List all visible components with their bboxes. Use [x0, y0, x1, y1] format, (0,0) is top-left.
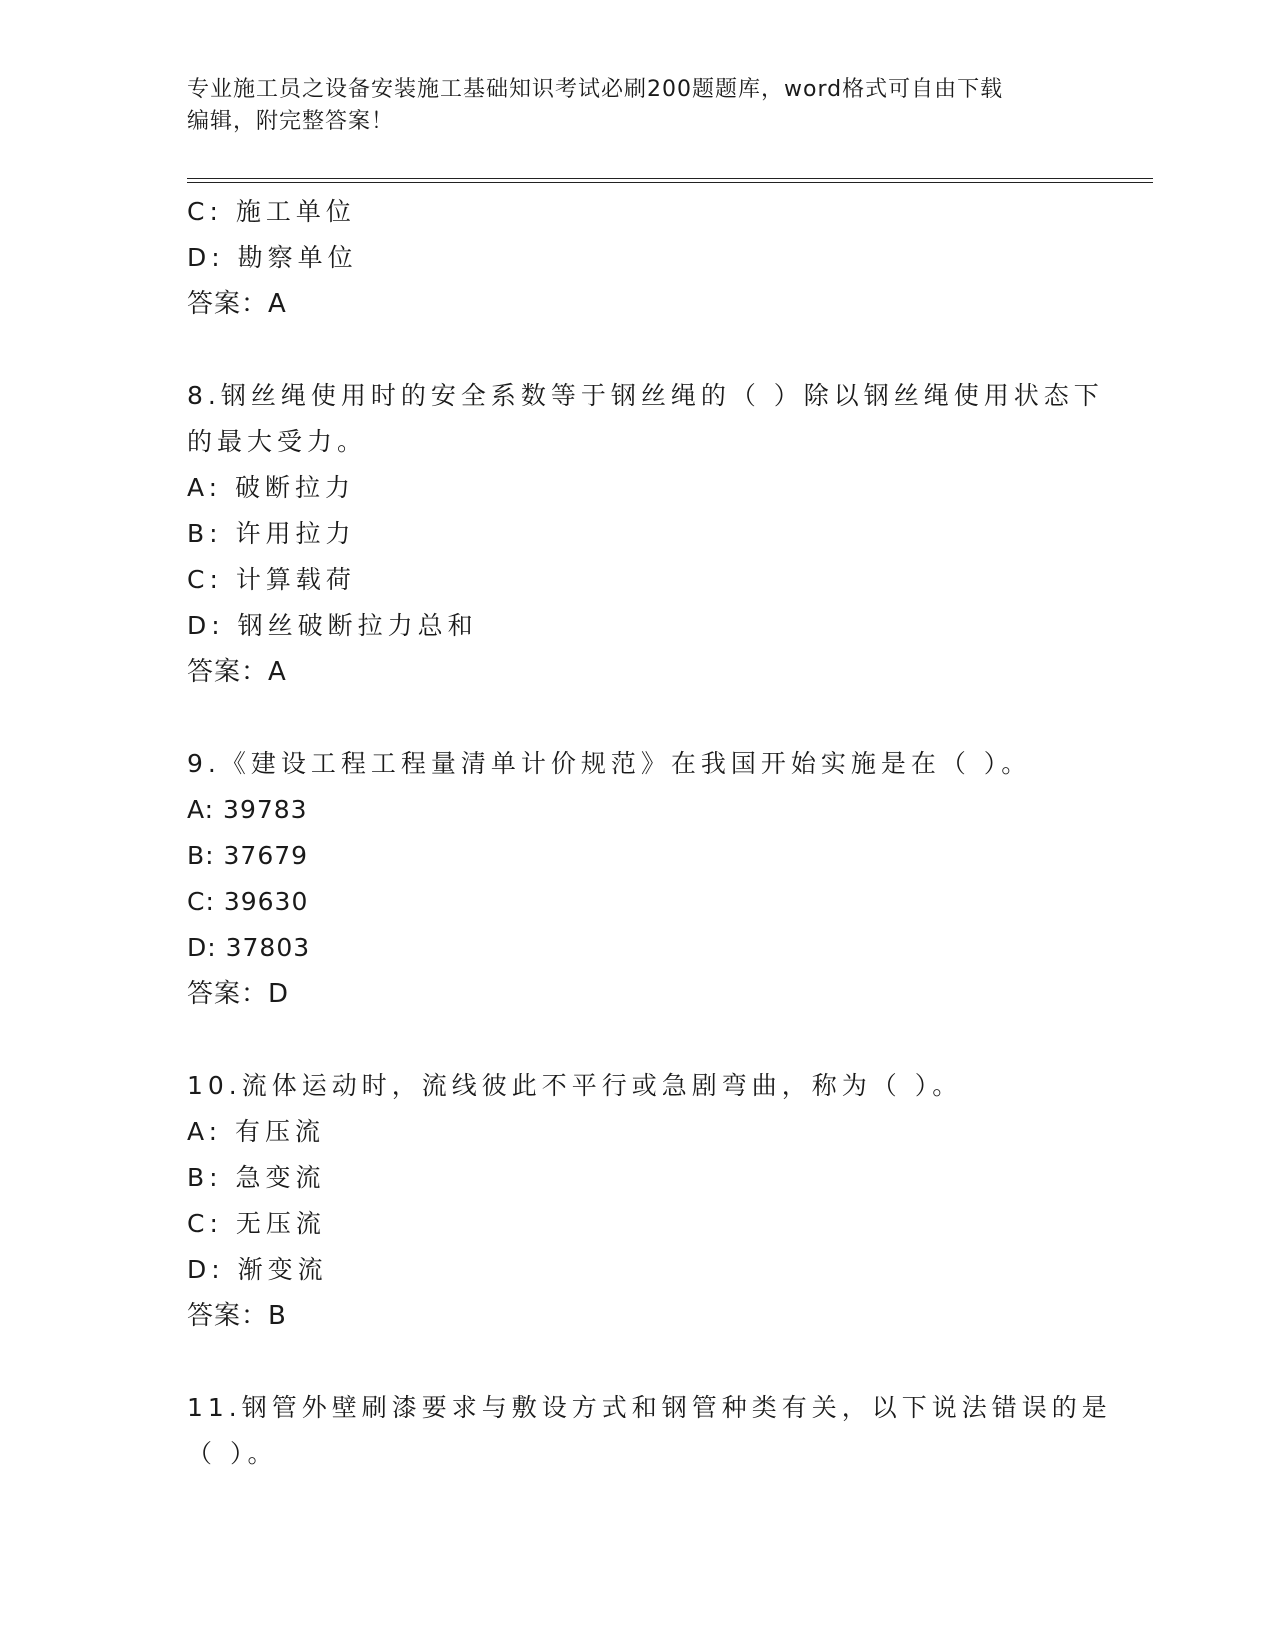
header-line-2: 编辑，附完整答案！: [187, 109, 395, 134]
spacer: [187, 1017, 1087, 1063]
answer-line: 答案：A: [187, 289, 287, 319]
spacer: [187, 695, 1087, 741]
answer-line: 答案：A: [187, 657, 287, 687]
spacer: [187, 327, 1087, 373]
question-stem: 8.钢丝绳使用时的安全系数等于钢丝绳的（ ）除以钢丝绳使用状态下: [187, 381, 1104, 410]
option-c: C: 无压流: [187, 1209, 326, 1238]
option-a: A: 有压流: [187, 1117, 326, 1146]
question-8: [187, 373, 1104, 695]
question-10: [187, 1063, 1087, 1339]
spacer: [187, 1339, 1087, 1385]
option-b: B: 37679: [187, 841, 309, 870]
question-stem-continued: （ ）。: [187, 1439, 278, 1468]
question-11: [187, 1385, 1112, 1477]
option-c: C: 计算载荷: [187, 565, 356, 594]
option-d: D: 钢丝破断拉力总和: [187, 611, 478, 640]
option-c: C: 39630: [187, 887, 309, 916]
question-7-tail: [187, 189, 1087, 327]
document-header: [187, 74, 1087, 138]
question-stem: 10.流体运动时，流线彼此不平行或急剧弯曲，称为（ ）。: [187, 1071, 963, 1100]
question-stem: 9.《建设工程工程量清单计价规范》在我国开始实施是在（ ）。: [187, 749, 1032, 778]
header-divider: [187, 178, 1153, 183]
question-stem: 11.钢管外壁刷漆要求与敷设方式和钢管种类有关，以下说法错误的是: [187, 1393, 1112, 1422]
question-9: [187, 741, 1087, 1017]
option-d: D: 37803: [187, 933, 311, 962]
option-a: A: 39783: [187, 795, 308, 824]
option-c: C: 施工单位: [187, 197, 356, 226]
answer-line: 答案：B: [187, 1301, 287, 1331]
question-stem-continued: 的最大受力。: [187, 427, 368, 456]
option-a: A: 破断拉力: [187, 473, 356, 502]
option-d: D: 勘察单位: [187, 243, 358, 272]
option-b: B: 许用拉力: [187, 519, 356, 548]
option-d: D: 渐变流: [187, 1255, 328, 1284]
question-list: [187, 189, 1112, 1477]
header-line-1: 专业施工员之设备安装施工基础知识考试必刷200题题库，word格式可自由下载: [187, 77, 1004, 102]
option-b: B: 急变流: [187, 1163, 326, 1192]
answer-line: 答案：D: [187, 979, 290, 1009]
